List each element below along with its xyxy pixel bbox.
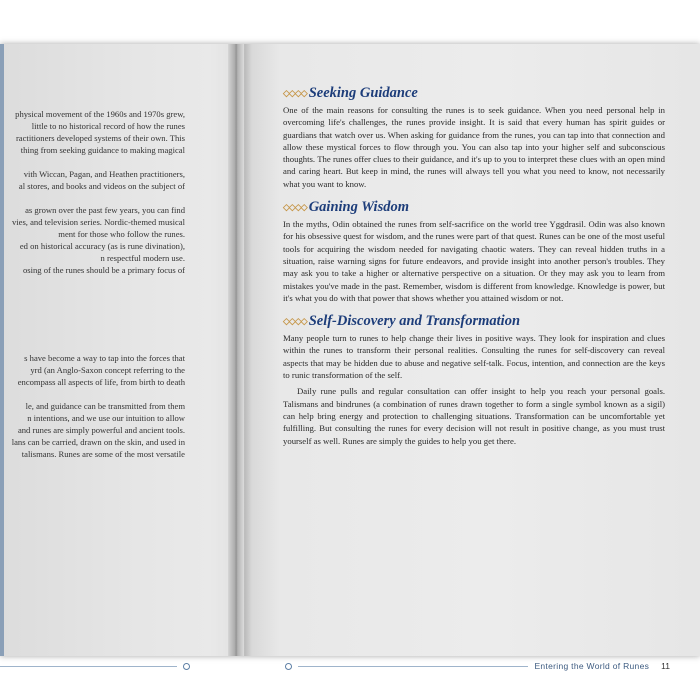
left-page-line: n intentions, and we use our intuition to allow [27,413,185,423]
footer-circle-icon [285,663,292,670]
right-page-footer [285,659,670,673]
left-page-line: encompass all aspects of life, from birth to death [17,377,185,387]
left-page-line: osing of the runes should be a primary focus of [22,265,185,275]
left-page-line: as grown over the past few years, you can find [25,205,185,215]
footer-circle-icon [183,663,190,670]
section-heading-text: Seeking Guidance [308,84,418,101]
left-page-line: and runes are simply powerful and ancient tools. [17,425,185,435]
left-page-line: le, and guidance can be transmitted from them [25,401,185,411]
section-heading [283,310,665,332]
left-page-line: lans can be carried, drawn on the skin, and used in [11,437,185,447]
diamond-ornament-icon: ◇◇◇◇ [283,201,307,212]
section-seeking-guidance [283,82,665,190]
left-page-line [0,388,185,400]
paragraph: In the myths, Odin obtained the runes from self-sacrifice on the world tree Yggdrasil. Odin was also known for his obsessive quest for wisdom, and the runes were part of that quest. Runes can be one of the most useful tools for acquiring the wisdom needed for navigating chaotic waters. They can reveal hidden truths in a situation, raise warning signs for future endeavors, and provide insight into another person's troubles. They may ask you to take a higher or alternative perspective on a situation. Or they may ask you to learn from mistakes you've made in the past. Remember, wisdom is different from knowledge. Knowledge is power, but it's what you do with that power that shows whether you attained wisdom or not. [283,219,665,303]
section-self-discovery [283,310,665,447]
diamond-ornament-icon: ◇◇◇◇ [283,315,307,326]
left-page-line: ment for those who follow the runes. [58,229,185,239]
left-page-line: vith Wiccan, Pagan, and Heathen practitioners, [23,169,185,179]
open-book [0,44,700,671]
paragraph: Daily rune pulls and regular consultation can offer insight to help you reach your personal goals. Talismans and bindrunes (a combination of runes drawn together to form a single symbol known as a sigil) can help bring energy and protection to challenging situations. Transformation can be uncomfortable yet fulfilling. But consulting the runes for every decision will not result in positive change, as you must trust yourself as well. Runes are simply the guides to help you get there. [283,386,665,446]
diamond-ornament-icon: ◇◇◇◇ [283,87,307,98]
left-page-text-block-2 [0,352,185,460]
running-head: Entering the World of Runes [534,661,650,671]
section-heading-text: Self-Discovery and Transformation [308,312,521,329]
left-page-line: little to no historical record of how the runes [31,121,185,131]
left-page-line: physical movement of the 1960s and 1970s grew, [15,109,185,119]
paragraph: Many people turn to runes to help change their lives in positive ways. They look for inspiration and clues within the runes to transform their personal realities. Consulting the runes for self-discovery can reveal aspects that may be hidden due to abuse and negative self-talk. Focus, intention, and connection are the keys to runic transformation of the self. [283,333,665,381]
footer-rule [298,666,528,667]
left-page-line: n respectful modern use. [100,253,185,263]
left-page-line: ractitioners developed systems of their own. This [15,133,185,143]
left-page-line [0,156,185,168]
section-heading [283,82,665,104]
left-page-line: talismans. Runes are some of the most versatile [21,449,185,459]
left-page-line: ed on historical accuracy (as is rune divination), [19,241,185,251]
left-page-line: al stores, and books and videos on the subject of [18,181,185,191]
footer-rule [0,666,177,667]
section-heading-text: Gaining Wisdom [308,198,410,215]
book-spine-gutter [228,44,244,656]
paragraph: One of the main reasons for consulting the runes is to seek guidance. When you need personal help in overcoming life's challenges, the runes provide insight. It is said that every human has spirit guides or guardians that watch over us. When asking for guidance from the runes, you can tap into that connection and allow these mystical forces to flow through you. You can also tap into your higher self and subconscious thoughts. The runes offer clues to their guidance, and it's up to you to interpret these clues with an open mind and caring heart. But keep in mind, the runes will always tell you what you need to know, not necessarily what you want to know. [283,105,665,189]
left-page-line: yrd (an Anglo-Saxon concept referring to the [30,365,185,375]
left-page-text-block-1 [0,108,185,276]
section-gaining-wisdom [283,196,665,304]
left-page-line: thing from seeking guidance to making magical [20,145,185,155]
left-page-line [0,192,185,204]
section-heading [283,196,665,218]
left-page-line: vies, and television series. Nordic-themed musical [11,217,185,227]
right-page-content [283,82,665,453]
left-page-footer [0,659,190,673]
page-number: 11 [661,661,670,671]
left-page-line: s have become a way to tap into the forces that [24,353,185,363]
